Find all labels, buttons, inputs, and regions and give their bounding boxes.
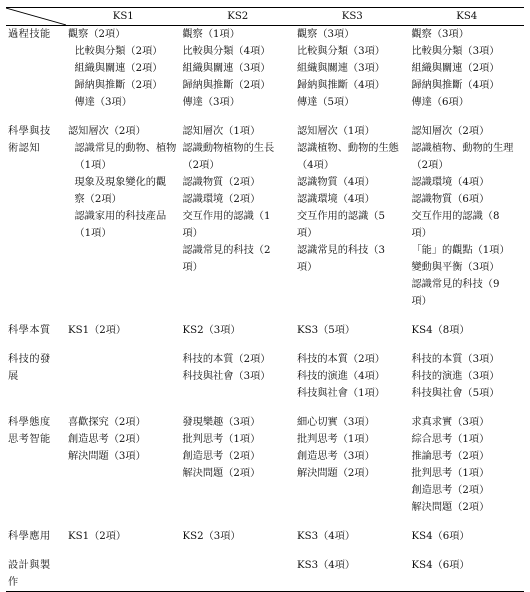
cell-ks3 — [295, 528, 410, 557]
cell-text: 解決問題（2項） — [411, 502, 490, 513]
cell-text: KS4（8項） — [411, 325, 470, 336]
table-row — [6, 414, 524, 528]
category-text: 科技的發 — [8, 354, 51, 365]
cell-text: 批判思考（1項） — [297, 434, 375, 445]
cell-ks1 — [66, 351, 181, 414]
cell-text: 傳達（6項） — [411, 97, 469, 108]
cell-text: 傳達（3項） — [68, 97, 132, 108]
cell-text: 科技的本質（2項） — [297, 354, 385, 365]
cell-ks3 — [295, 557, 410, 592]
cell-text: 組織與關連（2項） — [68, 63, 163, 74]
cell-ks3 — [295, 414, 410, 528]
cell-ks3 — [295, 322, 410, 351]
cell-text: 歸納與推斷（2項） — [182, 80, 271, 91]
cell-text: 認知層次（2項） — [411, 126, 490, 137]
category-text: 術認知 — [8, 143, 41, 154]
cell-ks4 — [410, 351, 525, 414]
table-row — [6, 528, 524, 557]
cell-text: KS3（4項） — [297, 531, 356, 542]
cell-text: 交互作用的認識（1 — [182, 211, 271, 222]
cell-text: 批判思考（1項） — [182, 434, 261, 445]
cell-text: 創造思考（2項） — [411, 485, 490, 496]
cell-text: 認知層次（2項） — [68, 126, 146, 137]
cell-text: 綜合思考（1項） — [411, 434, 490, 445]
cell-text: 推論思考（2項） — [411, 451, 490, 462]
cell-ks2 — [181, 26, 296, 124]
cell-text: 比較與分類（2項） — [68, 46, 163, 57]
cell-text: 歸納與推斷（4項） — [411, 80, 500, 91]
cell-ks4 — [410, 322, 525, 351]
cell-ks3 — [295, 26, 410, 124]
cell-ks3 — [295, 351, 410, 414]
row-category — [6, 123, 66, 322]
cell-text: 交互作用的認識（8 — [411, 211, 500, 222]
row-category — [6, 322, 66, 351]
cell-text: 比較與分類（3項） — [297, 46, 385, 57]
cell-text: 觀察（3項） — [411, 29, 469, 40]
cell-text: 認識環境（2項） — [182, 194, 261, 205]
cell-text: 比較與分類（4項） — [182, 46, 271, 57]
cell-text: 組織與關連（2項） — [411, 63, 500, 74]
cell-ks1 — [66, 26, 181, 124]
cell-text: 認識常見的科技（2 — [182, 245, 271, 256]
row-category — [6, 557, 66, 592]
cell-text: KS3（5項） — [297, 325, 356, 336]
cell-text: 認識常見的科技（9 — [411, 279, 500, 290]
cell-text: 求真求實（3項） — [411, 417, 490, 428]
cell-text: 觀察（2項） — [68, 29, 126, 40]
cell-text: KS1（2項） — [68, 325, 127, 336]
cell-text: 觀察（3項） — [297, 29, 355, 40]
cell-text: 創造思考（3項） — [297, 451, 375, 462]
cell-text: 解決問題（3項） — [68, 451, 146, 462]
row-category — [6, 528, 66, 557]
cell-ks1 — [66, 528, 181, 557]
cell-text: 科技的本質（2項） — [182, 354, 271, 365]
cell-text: 科技的本質（3項） — [411, 354, 500, 365]
cell-text: 「能」的觀點（1項） — [411, 245, 510, 256]
cell-text: 觀察（1項） — [182, 29, 240, 40]
cell-ks3 — [295, 123, 410, 322]
corner-cell — [6, 8, 66, 26]
cell-text: 解決問題（2項） — [182, 468, 261, 479]
category-text: 科學與技 — [8, 126, 51, 137]
cell-text: 項） — [411, 296, 432, 307]
cell-text: 項） — [297, 228, 318, 239]
cell-ks1 — [66, 557, 181, 592]
cell-ks1 — [66, 322, 181, 351]
cell-text: 交互作用的認識（5 — [297, 211, 385, 222]
cell-text: （2項） — [182, 160, 220, 171]
cell-text: KS4（6項） — [411, 560, 470, 571]
cell-text: 比較與分類（3項） — [411, 46, 500, 57]
diagonal-line — [6, 8, 66, 25]
cell-text: 認識常見的動物、植物 — [68, 143, 177, 154]
table-row — [6, 26, 524, 124]
category-text: 科學態度 — [8, 417, 51, 428]
category-text: 展 — [8, 371, 19, 382]
cell-text: 傳達（3項） — [182, 97, 240, 108]
cell-ks4 — [410, 414, 525, 528]
table-row — [6, 557, 524, 592]
cell-ks2 — [181, 322, 296, 351]
cell-text: 科技與社會（5項） — [411, 388, 500, 399]
cell-ks2 — [181, 528, 296, 557]
cell-text: 細心切實（3項） — [297, 417, 375, 428]
cell-text: 認知層次（1項） — [297, 126, 375, 137]
cell-text: 變動與平衡（3項） — [411, 262, 500, 273]
cell-text: 項） — [411, 228, 432, 239]
table-body — [6, 26, 524, 592]
cell-text: KS4（6項） — [411, 531, 470, 542]
cell-text: （4項） — [297, 160, 335, 171]
cell-text: 認識常見的科技（3 — [297, 245, 385, 256]
cell-text: 傳達（5項） — [297, 97, 355, 108]
cell-text: 科技的演進（3項） — [411, 371, 500, 382]
category-text: 過程技能 — [8, 29, 51, 40]
column-header-ks1: KS1 — [66, 8, 181, 26]
cell-text: 認識物質（4項） — [297, 177, 375, 188]
cell-text: 批判思考（1項） — [411, 468, 490, 479]
cell-text: 認識物質（2項） — [182, 177, 261, 188]
column-header-ks2: KS2 — [181, 8, 296, 26]
cell-text: 認識植物、動物的生態 — [297, 143, 399, 154]
cell-text: 創造思考（2項） — [68, 434, 146, 445]
cell-text: 認識環境（4項） — [297, 194, 375, 205]
cell-text: KS3（4項） — [297, 560, 356, 571]
column-header-ks3: KS3 — [295, 8, 410, 26]
cell-text: 創造思考（2項） — [182, 451, 261, 462]
cell-text: 組織與關連（3項） — [182, 63, 271, 74]
cell-text: KS2（3項） — [182, 531, 241, 542]
table-row — [6, 322, 524, 351]
cell-ks4 — [410, 557, 525, 592]
table-row — [6, 123, 524, 322]
category-text: 作 — [8, 577, 19, 588]
cell-text: 現象及現象變化的觀 — [68, 177, 167, 188]
cell-text: 項） — [182, 262, 203, 273]
row-category — [6, 351, 66, 414]
cell-ks4 — [410, 528, 525, 557]
cell-text: 項） — [182, 228, 203, 239]
cell-text: KS1（2項） — [68, 531, 127, 542]
category-text: 科學本質 — [8, 325, 51, 336]
cell-ks1 — [66, 123, 181, 322]
cell-text: 歸納與推斷（2項） — [68, 80, 163, 91]
category-text: 科學應用 — [8, 531, 51, 542]
cell-ks2 — [181, 414, 296, 528]
cell-ks2 — [181, 557, 296, 592]
cell-text: 項） — [297, 262, 318, 273]
cell-text: 認識環境（4項） — [411, 177, 490, 188]
cell-text: 認知層次（1項） — [182, 126, 261, 137]
cell-text: 科技與社會（1項） — [297, 388, 385, 399]
cell-text: KS2（3項） — [182, 325, 241, 336]
header-row — [6, 8, 524, 26]
cell-ks4 — [410, 26, 525, 124]
cell-text: 科技的演進（4項） — [297, 371, 385, 382]
cell-text: 察（2項） — [68, 194, 122, 205]
cell-text: （2項） — [411, 160, 449, 171]
cell-text: 解決問題（2項） — [297, 468, 375, 479]
row-category — [6, 414, 66, 528]
row-category — [6, 26, 66, 124]
category-text: 思考智能 — [8, 434, 51, 445]
curriculum-table — [6, 7, 524, 592]
table-row — [6, 351, 524, 414]
cell-text: 認識動物植物的生長 — [182, 143, 275, 154]
cell-ks2 — [181, 123, 296, 322]
cell-ks4 — [410, 123, 525, 322]
cell-text: 組織與關連（3項） — [297, 63, 385, 74]
cell-text: 發現樂趣（3項） — [182, 417, 261, 428]
cell-ks2 — [181, 351, 296, 414]
cell-text: （1項） — [68, 228, 112, 239]
cell-ks1 — [66, 414, 181, 528]
cell-text: 認識物質（6項） — [411, 194, 490, 205]
cell-text: 科技與社會（3項） — [182, 371, 271, 382]
cell-text: （1項） — [68, 160, 112, 171]
column-header-ks4: KS4 — [410, 8, 525, 26]
cell-text: 認識植物、動物的生理 — [411, 143, 514, 154]
cell-text: 喜歡探究（2項） — [68, 417, 146, 428]
cell-text: 認識家用的科技產品 — [68, 211, 167, 222]
cell-text: 歸納與推斷（4項） — [297, 80, 385, 91]
category-text: 設計與製 — [8, 560, 51, 571]
